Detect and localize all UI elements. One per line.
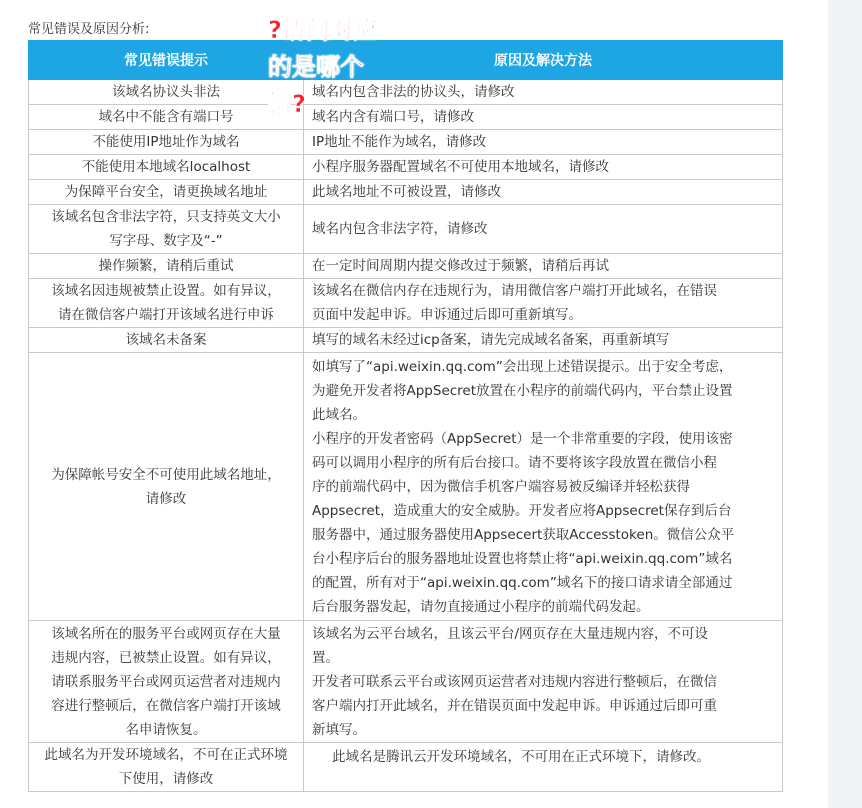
error-table [28, 40, 783, 792]
table-row [29, 621, 783, 743]
right-gutter [828, 0, 862, 808]
solution-cell: 域名内含有端口号，请修改 [304, 105, 783, 130]
error-cell: 该域名包含非法字符，只支持英文大小 写字母、数字及“-” [29, 205, 304, 254]
solution-cell: 如填写了“api.weixin.qq.com”会出现上述错误提示。出于安全考虑， 为避免开发者将AppSecret放置在小程序的前端代码内，平台禁止设置 此域名。 小程序的开发者密码（AppSecret）是一个非常重要的字段，使用该密 码可以调用小程序的所有后台接口。请不要将该字段放置在微信小程 序的前端代码中，因为微信手机客户端容易被反编译并轻松获得 Appsecret，造成重大的安全威胁。开发者应将Appsecret保存到后台 服务器中，通过服务器使用Appsecert获取Accesstoken。微信公众平 台小程序后台的服务器地址设置也将禁止将“api.weixin.qq.com”域名 的配置，所有对于“api.weixin.qq.com”域名下的接口请求请全部通过 后台服务器发起，请勿直接通过小程序的前端代码发起。 [304, 353, 783, 621]
error-cell: 域名中不能含有端口号 [29, 105, 304, 130]
error-cell: 该域名因违规被禁止设置。如有异议， 请在微信客户端打开该域名进行申诉 [29, 279, 304, 328]
solution-cell: 小程序服务器配置域名不可使用本地域名，请修改 [304, 155, 783, 180]
table-row [29, 155, 783, 180]
solution-cell: 填写的域名未经过icp备案，请先完成域名备案，再重新填写 [304, 328, 783, 353]
table-row [29, 353, 783, 621]
solution-cell: IP地址不能作为域名，请修改 [304, 130, 783, 155]
error-cell: 操作频繁，请稍后重试 [29, 254, 304, 279]
error-cell: 该域名所在的服务平台或网页存在大量 违规内容，已被禁止设置。如有异议， 请联系服务平台或网页运营者对违规内 容进行整顿后，在微信客户端打开该域 名申请恢复。 [29, 621, 304, 743]
solution-cell: 该域名在微信内存在违规行为，请用微信客户端打开此域名，在错误 页面中发起申诉。申诉通过后即可重新填写。 [304, 279, 783, 328]
table-row [29, 180, 783, 205]
solution-cell: 该域名为云平台域名，且该云平台/网页存在大量违规内容，不可设 置。 开发者可联系云平台或该网页运营者对违规内容进行整顿后，在微信 客户端内打开此域名，并在错误页面中发起申诉。申诉通过后即可重 新填写。 [304, 621, 783, 743]
error-cell: 不能使用IP地址作为域名 [29, 130, 304, 155]
table-row [29, 743, 783, 792]
table-row [29, 205, 783, 254]
error-cell: 此域名为开发环境域名，不可在正式环境 下使用，请修改 [29, 743, 304, 792]
page-caption: 常见错误及原因分析: [28, 22, 150, 37]
solution-cell: 域名内包含非法的协议头，请修改 [304, 80, 783, 105]
error-cell: 为保障平台安全，请更换域名地址 [29, 180, 304, 205]
annotation-line: ?请问对应 [268, 16, 378, 44]
annotation-line: 的是哪个 [268, 53, 364, 81]
question-annotation [268, 12, 418, 123]
error-cell: 该域名协议头非法 [29, 80, 304, 105]
solution-cell: 域名内包含非法字符，请修改 [304, 205, 783, 254]
solution-cell: 此域名地址不可被设置，请修改 [304, 180, 783, 205]
table-row [29, 279, 783, 328]
error-cell: 为保障帐号安全不可使用此域名地址， 请修改 [29, 353, 304, 621]
solution-cell: 在一定时间周期内提交修改过于频繁，请稍后再试 [304, 254, 783, 279]
annotation-line: 错? [268, 90, 306, 118]
error-cell: 该域名未备案 [29, 328, 304, 353]
table-row [29, 254, 783, 279]
table-row [29, 130, 783, 155]
header-error-tip: 常见错误提示 [29, 41, 304, 80]
solution-cell: 此域名是腾讯云开发环境域名，不可用在正式环境下，请修改。 [304, 743, 783, 792]
error-cell: 不能使用本地域名localhost [29, 155, 304, 180]
header-solution: 原因及解决方法 [304, 41, 783, 80]
table-row [29, 328, 783, 353]
